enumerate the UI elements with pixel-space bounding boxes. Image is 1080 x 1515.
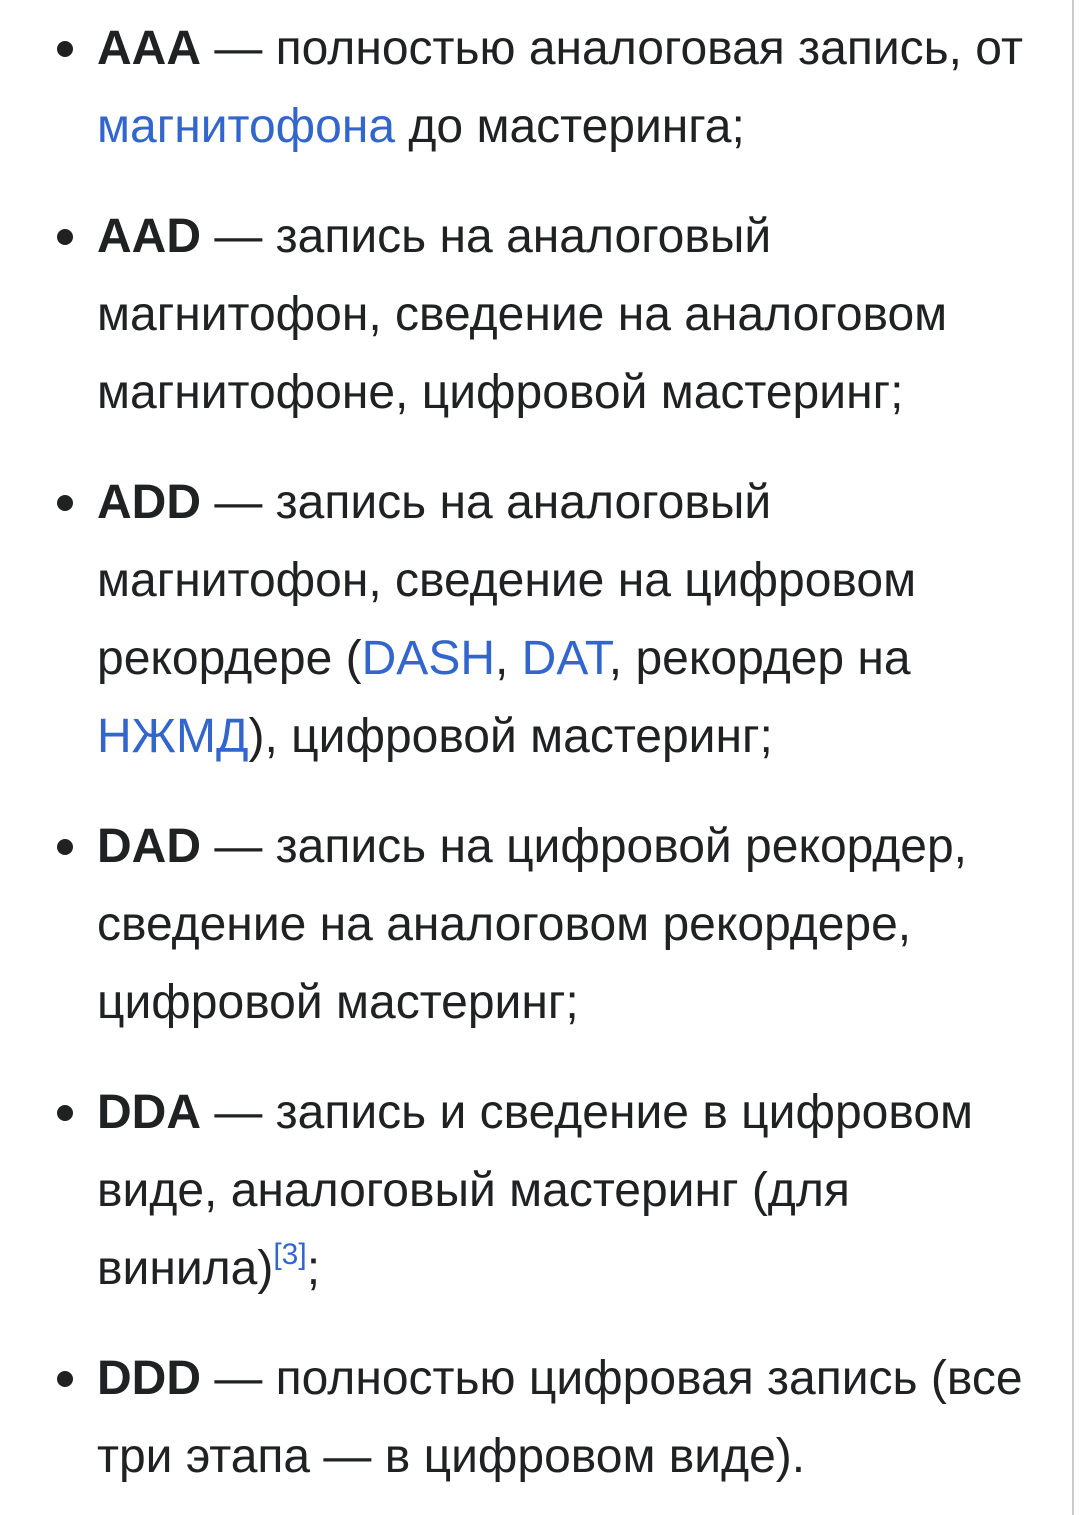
link-dash[interactable]: DASH (361, 632, 495, 685)
dash: — (201, 1086, 276, 1139)
list-item-add (0, 464, 1050, 776)
code-label: DAD (97, 820, 201, 873)
bullet-icon (57, 41, 73, 57)
item-text: ), цифровой мастеринг; (248, 710, 773, 763)
list-item-aad (0, 198, 1050, 432)
code-label: ADD (97, 476, 201, 529)
bullet-icon (57, 839, 73, 855)
dash: — (201, 1352, 276, 1405)
list-item-ddd (0, 1340, 1050, 1496)
dash: — (201, 22, 276, 75)
code-label: DDA (97, 1086, 201, 1139)
reference-link[interactable]: [3] (273, 1238, 307, 1271)
bullet-icon (57, 229, 73, 245)
bullet-icon (57, 1105, 73, 1121)
dash: — (201, 820, 276, 873)
link-dat[interactable]: DAT (521, 632, 609, 685)
dash: — (201, 476, 276, 529)
item-text: полностью аналоговая запись, от (275, 22, 1023, 75)
separator: , (495, 632, 522, 685)
item-text: запись на аналоговый магнитофон, сведение на цифровом рекордере ( (97, 476, 917, 685)
code-label: AAD (97, 210, 201, 263)
page-right-border (1072, 0, 1074, 1515)
code-label: DDD (97, 1352, 201, 1405)
list-item-dda (0, 1074, 1050, 1308)
item-text: , рекордер на (608, 632, 911, 685)
bullet-icon (57, 495, 73, 511)
article-content (0, 10, 1050, 1515)
item-text: запись и сведение в цифровом виде, аналоговый мастеринг (для винила) (97, 1086, 974, 1295)
item-text: до мастеринга; (395, 100, 745, 153)
recording-codes-list (0, 10, 1050, 1496)
dash: — (201, 210, 276, 263)
list-item-aaa (0, 10, 1050, 166)
bullet-icon (57, 1371, 73, 1387)
item-text: запись на цифровой рекордер, сведение на аналоговом рекордере, цифровой мастеринг; (97, 820, 968, 1029)
link-magnitofon[interactable]: магнитофона (97, 100, 396, 153)
item-text: ; (306, 1242, 321, 1295)
list-item-dad (0, 808, 1050, 1042)
code-label: AAA (97, 22, 201, 75)
item-text: полностью цифровая запись (все три этапа — в цифровом виде). (97, 1352, 1023, 1483)
item-text: запись на аналоговый магнитофон, сведение на аналоговом магнитофоне, цифровой мастеринг; (97, 210, 948, 419)
link-hdd[interactable]: НЖМД (97, 710, 249, 763)
